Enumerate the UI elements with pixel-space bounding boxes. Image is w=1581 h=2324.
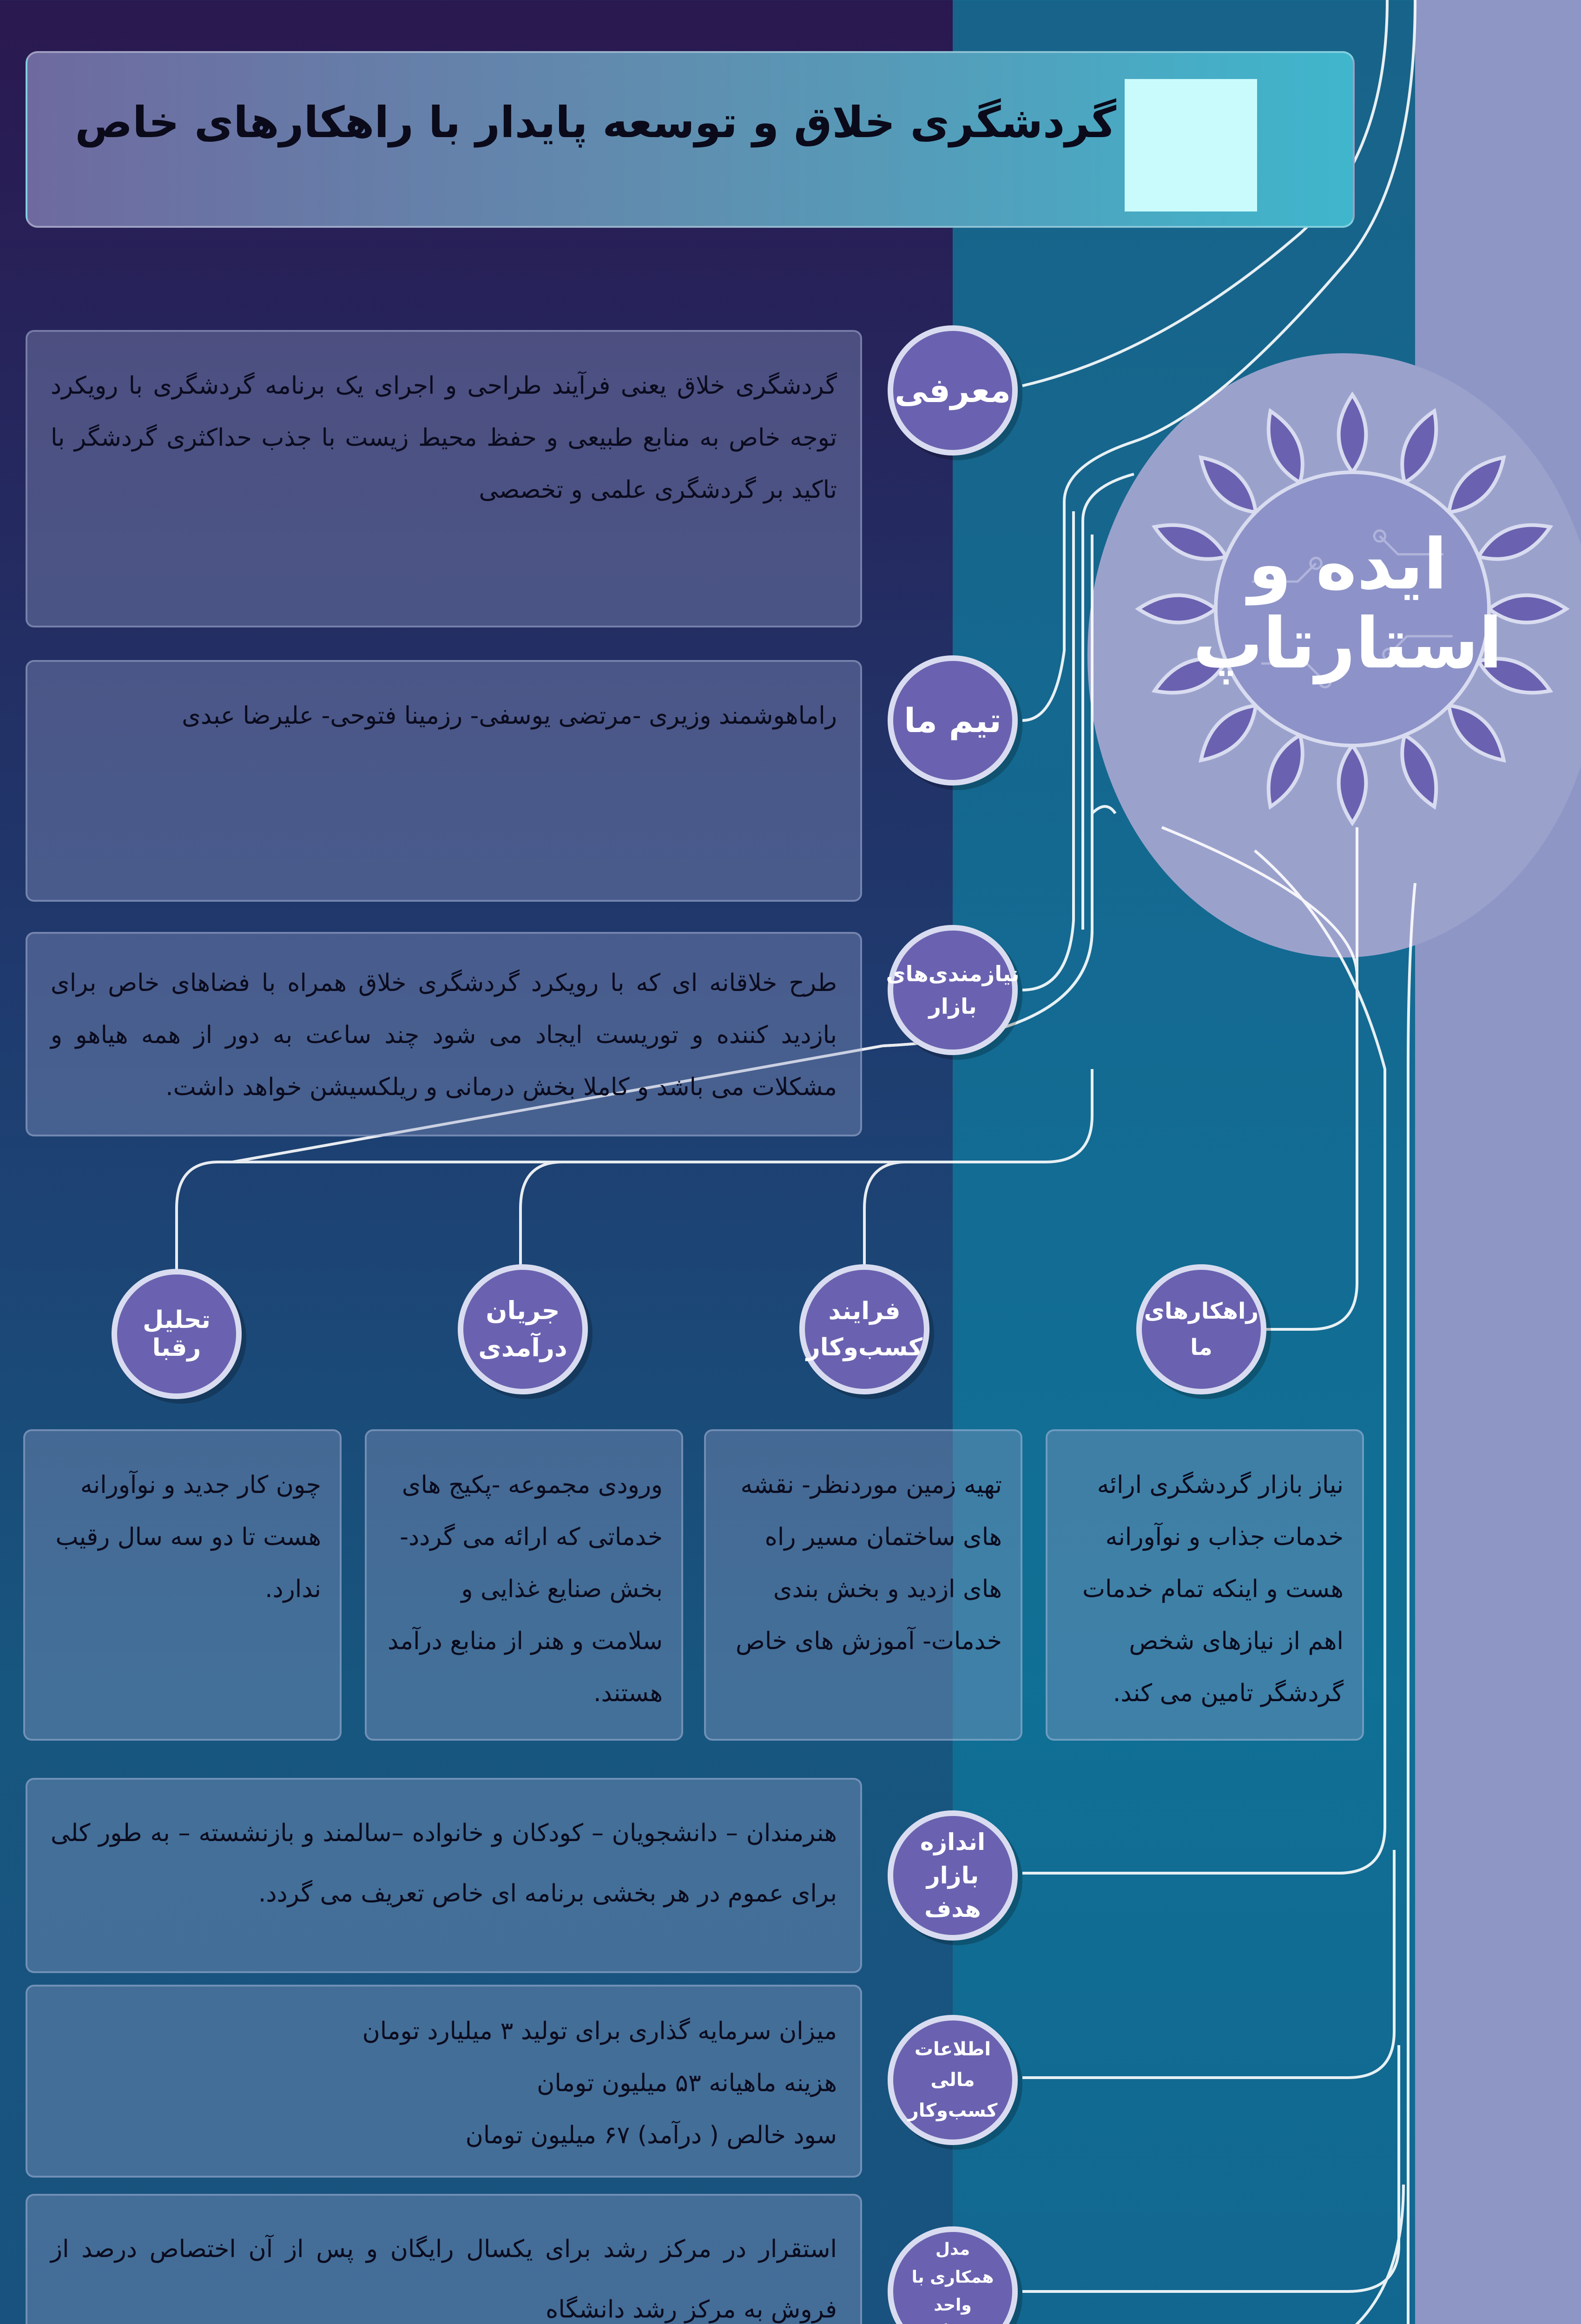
flower-petal [1192,448,1265,522]
solutions-badge-label: راهکارهای ما [1144,1298,1259,1360]
business-process-panel [704,1429,1022,1741]
target-market-badge [888,1810,1018,1941]
team-text: راماهوشمند وزیری -مرتضی یوسفی- رزمینا فتوحی- علیرضا عبدی [182,702,837,730]
flower-petal [1439,696,1513,770]
flower-petal [1258,730,1313,812]
revenue-panel [365,1429,683,1741]
financial-badge [888,2015,1018,2145]
flower-petal [1339,395,1366,472]
emblem-title [1185,525,1510,683]
cooperation-badge-label: مدل همکاری با واحد [911,2240,994,2315]
market-needs-badge [888,925,1018,1055]
flower-petal [1339,746,1366,823]
emblem-line-2: استارتاپ [1192,603,1503,684]
flower-petal [1192,696,1265,770]
financial-panel [26,1985,862,2178]
revenue-text: ورودی مجموعه -پکیج های خدماتی که ارائه می گردد- بخش صنایع غذایی و سلامت و هنر از منابع درآمد هستند. [387,1471,663,1707]
financial-badge-label: اطلاعات مالی کسب‌وکار [908,2039,998,2121]
market-needs-badge-label: نیازمندی‌های بازار [886,961,1020,1019]
business-process-badge-label: فرایند کسب‌وکار [806,1297,923,1361]
team-badge-label: تیم ما [904,701,1001,740]
revenue-badge-label: جریان درآمدی [478,1296,567,1362]
emblem-line-1: ایده و [1248,524,1448,605]
revenue-badge [458,1264,588,1394]
page-title: گردشگری خلاق و توسعه پایدار با راهکارهای خاص [75,98,1116,147]
business-process-text: تهیه زمین موردنظر- نقشه های ساختمان مسیر راه های ازدید و بخش بندی خدمات- آموزش های خاص [735,1471,1002,1655]
competitors-panel [23,1429,342,1741]
competitors-badge [112,1269,242,1399]
solutions-panel [1046,1429,1364,1741]
team-panel [26,660,862,902]
financial-line-2: هزینه ماهیانه ۵۳ میلیون تومان [537,2069,837,2097]
solutions-badge [1136,1264,1266,1394]
flower-petal [1439,448,1513,522]
market-needs-text: طرح خلاقانه ای که با رویکرد گردشگری خلاق همراه با فضاهای خاص برای بازدید کننده و توریست ایجاد می شود چند ساعت به دور از همه هیاهو و مشکلات می باشد و کاملا بخش درمانی و ریلکسیشن خواهد داشت. [51,969,837,1101]
target-market-panel [26,1778,862,1973]
cooperation-panel [26,2194,862,2324]
intro-badge [888,325,1018,456]
market-needs-panel [26,932,862,1136]
cooperation-badge [888,2226,1018,2324]
target-market-badge-label: اندازه بازار هدف [920,1829,986,1922]
business-process-badge [799,1264,929,1394]
financial-line-3: سود خالص ( درآمد) ۶۷ میلیون تومان [465,2121,837,2149]
flower-petal [1392,406,1447,488]
target-market-text: هنرمندان – دانشجویان – کودکان و خانواده –سالمند و بازنشسته – به طور کلی برای عموم در هر بخشی برنامه ای خاص تعریف می گردد. [51,1819,837,1908]
intro-panel [26,330,862,627]
flower-petal [1258,406,1313,488]
cooperation-text: استقرار در مرکز رشد برای یکسال رایگان و پس از آن اختصاص درصد از فروش به مرکز رشد دانشگاه [51,2235,837,2324]
competitors-badge-label: تحلیل رقبا [143,1306,211,1362]
title-accent-square [1125,79,1257,211]
competitors-text: چون کار جدید و نوآورانه هست تا دو سه سال رقیب ندارد. [55,1471,321,1603]
team-badge [888,655,1018,786]
intro-badge-label: معرفی [895,371,1011,410]
flower-petal [1392,730,1447,812]
intro-text: گردشگری خلاق یعنی فرآیند طراحی و اجرای یک برنامه گردشگری با رویکرد توجه خاص به منابع طبیعی و حفظ محیط زیست با جذب حداکثری گردشگر با تاکید بر گردشگری علمی و تخصصی [51,372,837,504]
solutions-text: نیاز بازار گردشگری ارائه خدمات جذاب و نوآورانه هست و اینکه تمام خدمات اهم از نیازهای شخص گردشگر تامین می کند. [1082,1471,1344,1707]
financial-line-1: میزان سرمایه گذاری برای تولید ۳ میلیارد تومان [362,2017,837,2045]
